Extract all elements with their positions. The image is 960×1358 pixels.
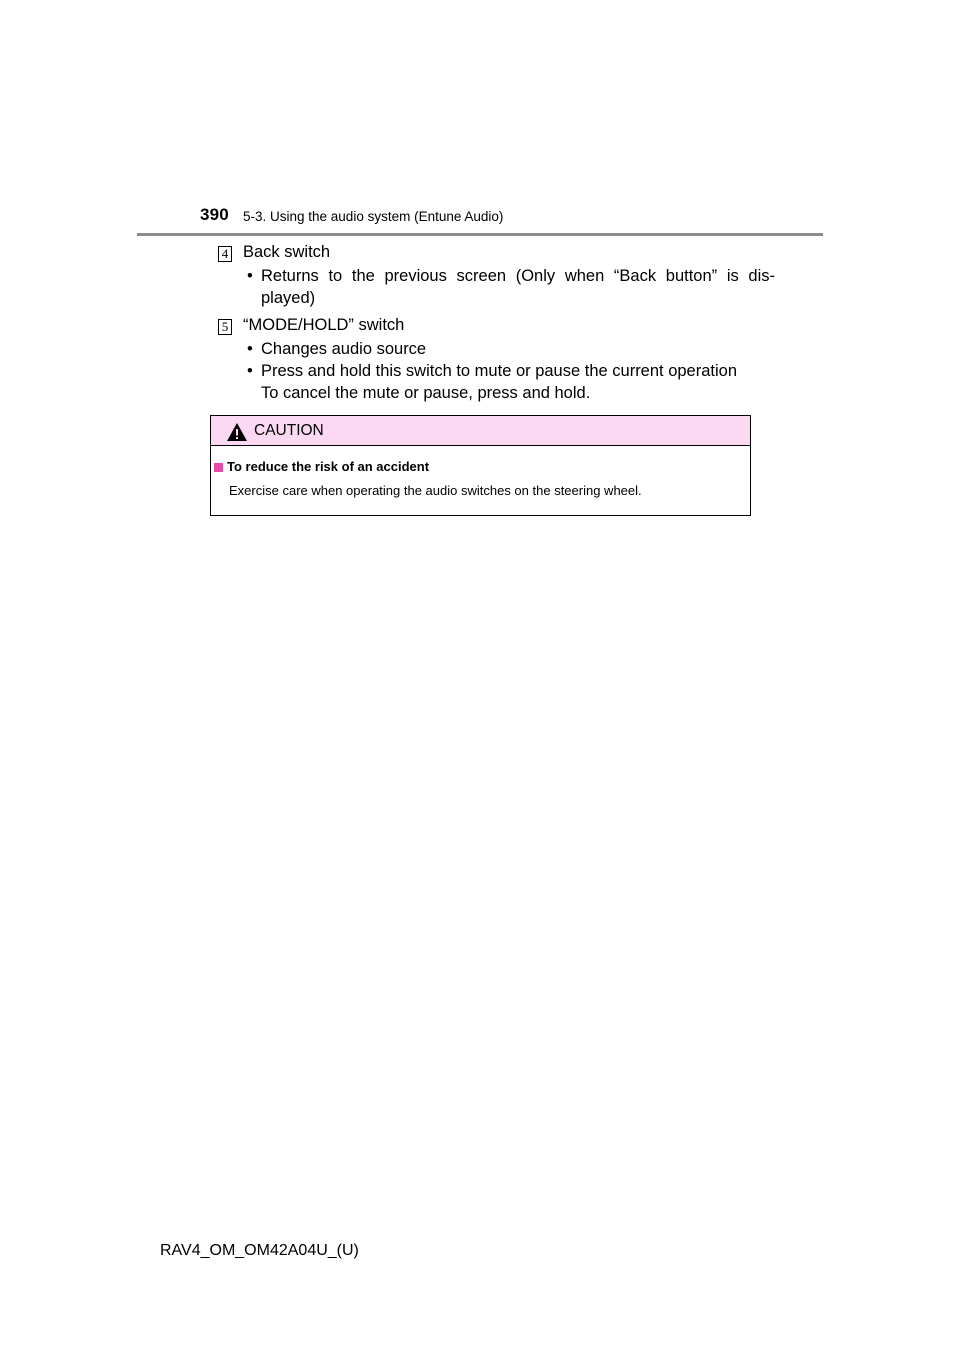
- bullet-dot: •: [247, 340, 253, 358]
- caution-text: Exercise care when operating the audio switches on the steering wheel.: [229, 483, 642, 498]
- item-number-badge: 5: [218, 319, 232, 335]
- caution-box: [210, 415, 751, 516]
- item-mode-hold-switch: [218, 316, 758, 406]
- bullet-text-line1: Changes audio source: [261, 340, 427, 358]
- caution-bullet-square: [214, 463, 223, 472]
- item-title: Back switch: [243, 243, 331, 261]
- footer-document-code: RAV4_OM_OM42A04U_(U): [160, 1242, 359, 1259]
- bullet-dot: •: [247, 267, 253, 285]
- item-title: “MODE/HOLD” switch: [243, 316, 405, 334]
- section-title: 5-3. Using the audio system (Entune Audio): [243, 209, 504, 224]
- item-back-switch: [218, 243, 775, 313]
- bullet-text-line2: played): [261, 289, 316, 307]
- header-divider: [137, 233, 823, 236]
- warning-triangle-icon: [226, 422, 248, 442]
- page-header: [200, 200, 822, 230]
- bullet-text-line1: Press and hold this switch to mute or pause the current operation: [261, 362, 738, 380]
- bullet-dot: •: [247, 362, 253, 380]
- caution-header: [211, 416, 750, 446]
- page-number: 390: [200, 205, 229, 224]
- caution-label: CAUTION: [254, 422, 324, 439]
- bullet-text-line2: To cancel the mute or pause, press and hold.: [261, 384, 591, 402]
- caution-heading: To reduce the risk of an accident: [227, 459, 430, 474]
- bullet-text-line1: Returns to the previous screen (Only when “Back button” is dis-: [261, 267, 775, 285]
- item-number-badge: 4: [218, 246, 232, 262]
